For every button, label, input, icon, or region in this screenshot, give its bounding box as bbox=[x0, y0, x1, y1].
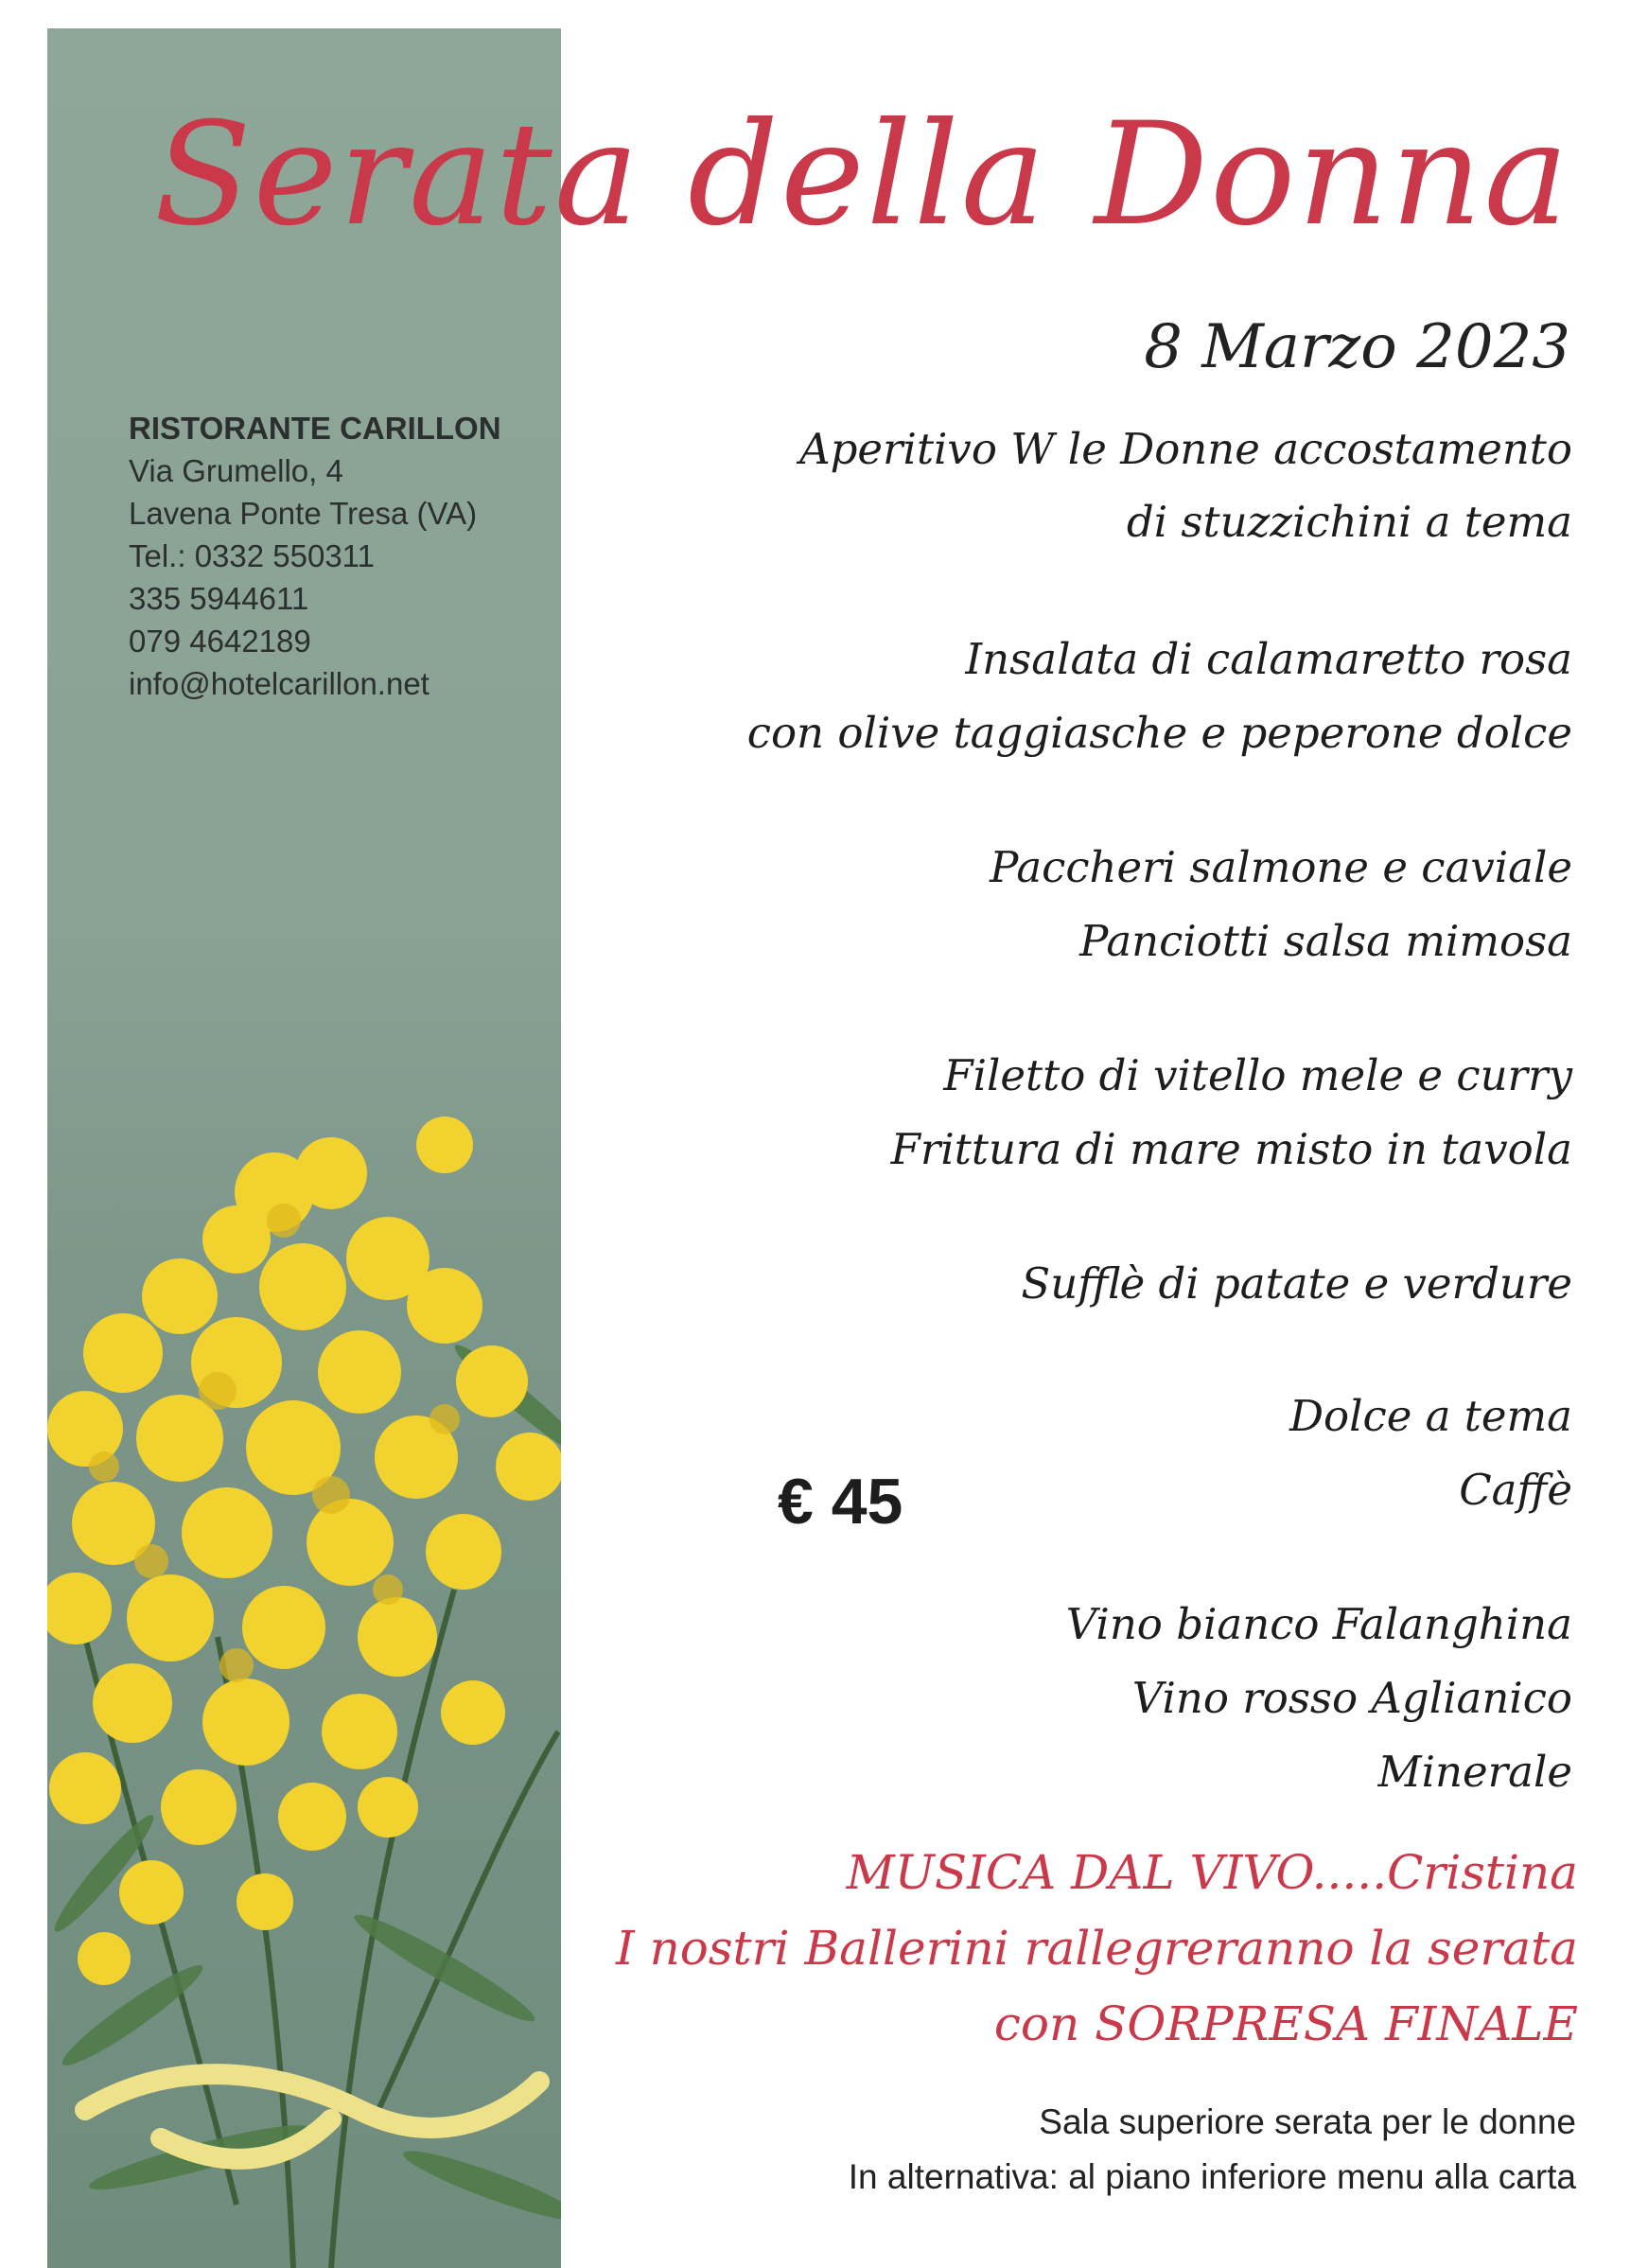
menu-item-aperitivo: Aperitivo W le Donne accostamento bbox=[799, 424, 1572, 474]
restaurant-name: RISTORANTE CARILLON bbox=[129, 411, 501, 446]
menu-item-dolce: Dolce a tema bbox=[1289, 1391, 1572, 1441]
menu-item-vino-rosso: Vino rosso Aglianico bbox=[1131, 1673, 1572, 1723]
live-music-line: MUSICA DAL VIVO.....Cristina bbox=[846, 1845, 1578, 1900]
address-street: Via Grumello, 4 bbox=[129, 453, 343, 488]
menu-item-aperitivo-detail: di stuzzichini a tema bbox=[1126, 497, 1572, 547]
alternative-note: In alternativa: al piano inferiore menu alla carta bbox=[848, 2157, 1576, 2196]
page-title: Serata della Donna bbox=[153, 93, 1570, 257]
address-city: Lavena Ponte Tresa (VA) bbox=[129, 496, 478, 531]
mimosa-photo-panel bbox=[47, 28, 561, 2268]
menu-item-secondo-2: Frittura di mare misto in tavola bbox=[890, 1124, 1572, 1174]
menu-item-acqua: Minerale bbox=[1377, 1747, 1572, 1797]
surprise-line: con SORPRESA FINALE bbox=[993, 1996, 1578, 2051]
phone-secondary: 079 4642189 bbox=[129, 624, 311, 659]
menu-item-vino-bianco: Vino bianco Falanghina bbox=[1065, 1599, 1572, 1649]
menu-item-primo-2: Panciotti salsa mimosa bbox=[1079, 916, 1572, 966]
menu-item-contorno: Sufflè di patate e verdure bbox=[1021, 1258, 1572, 1309]
menu-item-secondo-1: Filetto di vitello mele e curry bbox=[943, 1050, 1572, 1100]
email-address: info@hotelcarillon.net bbox=[129, 666, 430, 701]
restaurant-contact bbox=[129, 407, 545, 705]
phone-primary: Tel.: 0332 550311 bbox=[129, 538, 375, 573]
dancers-line: I nostri Ballerini rallegreranno la serata bbox=[615, 1921, 1578, 1976]
event-date: 8 Marzo 2023 bbox=[1144, 312, 1570, 382]
menu-item-antipasto-detail: con olive taggiasche e peperone dolce bbox=[746, 708, 1572, 758]
phone-mobile: 335 5944611 bbox=[129, 581, 309, 616]
menu-item-caffe: Caffè bbox=[1459, 1465, 1572, 1515]
menu-item-primo-1: Paccheri salmone e caviale bbox=[990, 842, 1572, 892]
menu-price: € 45 bbox=[778, 1466, 903, 1538]
menu-item-antipasto: Insalata di calamaretto rosa bbox=[965, 634, 1572, 684]
room-note: Sala superiore serata per le donne bbox=[1039, 2102, 1576, 2141]
mimosa-flowers-illustration bbox=[47, 28, 561, 2268]
